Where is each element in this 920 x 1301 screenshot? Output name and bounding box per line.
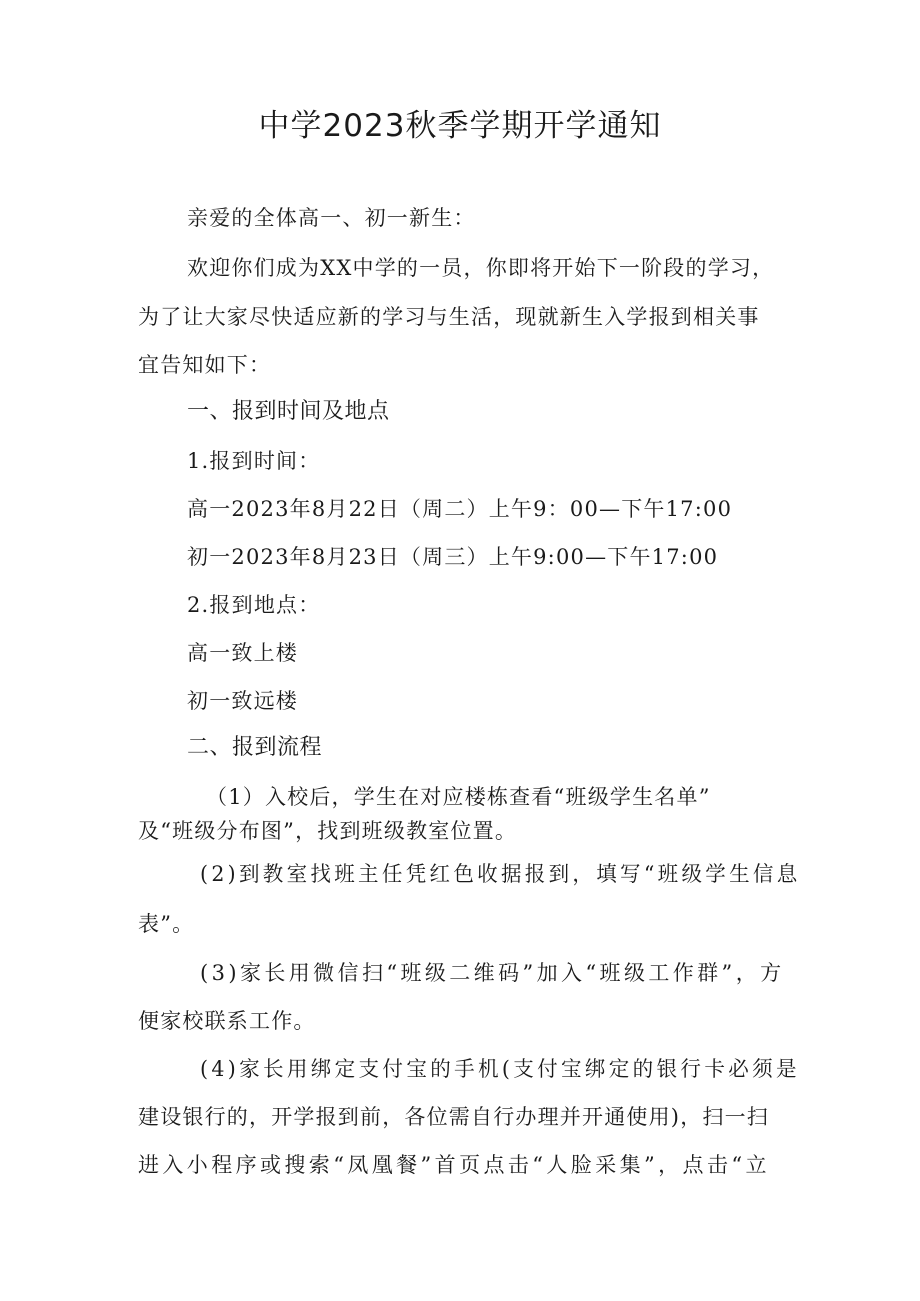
time-line: 高一2023年8月22日（周二）上午9：00—下午17:00 [187,497,733,521]
step-line: 及“班级分布图”，找到班级教室位置。 [138,819,518,843]
time-label: 1.报到时间： [187,449,321,473]
intro-line: 欢迎你们成为XX中学的一员，你即将开始下一阶段的学习， [187,256,775,280]
time-line: 初一2023年8月23日（周三）上午9:00—下午17:00 [187,545,719,569]
step-line: (4)家长用绑定支付宝的手机(支付宝绑定的银行卡必须是 [200,1057,800,1081]
step-line: 建设银行的，开学报到前，各位需自行办理并开通使用)，扫一扫 [138,1105,769,1129]
section-heading-1: 一、报到时间及地点 [187,399,390,424]
step-line: （1）入校后，学生在对应楼栋查看“班级学生名单” [206,785,711,809]
document-title: 中学2023秋季学期开学通知 [258,108,662,144]
step-line: (3)家长用微信扫“班级二维码”加入“班级工作群”，方 [200,961,785,985]
step-line: 表”。 [138,912,195,936]
place-line: 初一致远楼 [187,689,298,713]
place-line: 高一致上楼 [187,641,298,665]
place-label: 2.报到地点： [187,593,321,617]
section-heading-2: 二、报到流程 [187,735,323,760]
salutation: 亲爱的全体高一、初一新生： [187,206,476,230]
step-line: (2)到教室找班主任凭红色收据报到，填写“班级学生信息 [200,862,801,886]
intro-line: 宜告知如下： [138,353,272,377]
step-line: 进入小程序或搜索“凤凰餐”首页点击“人脸采集”，点击“立 [138,1153,770,1177]
step-line: 便家校联系工作。 [138,1009,316,1033]
intro-line: 为了让大家尽快适应新的学习与生活，现就新生入学报到相关事 [138,305,760,329]
